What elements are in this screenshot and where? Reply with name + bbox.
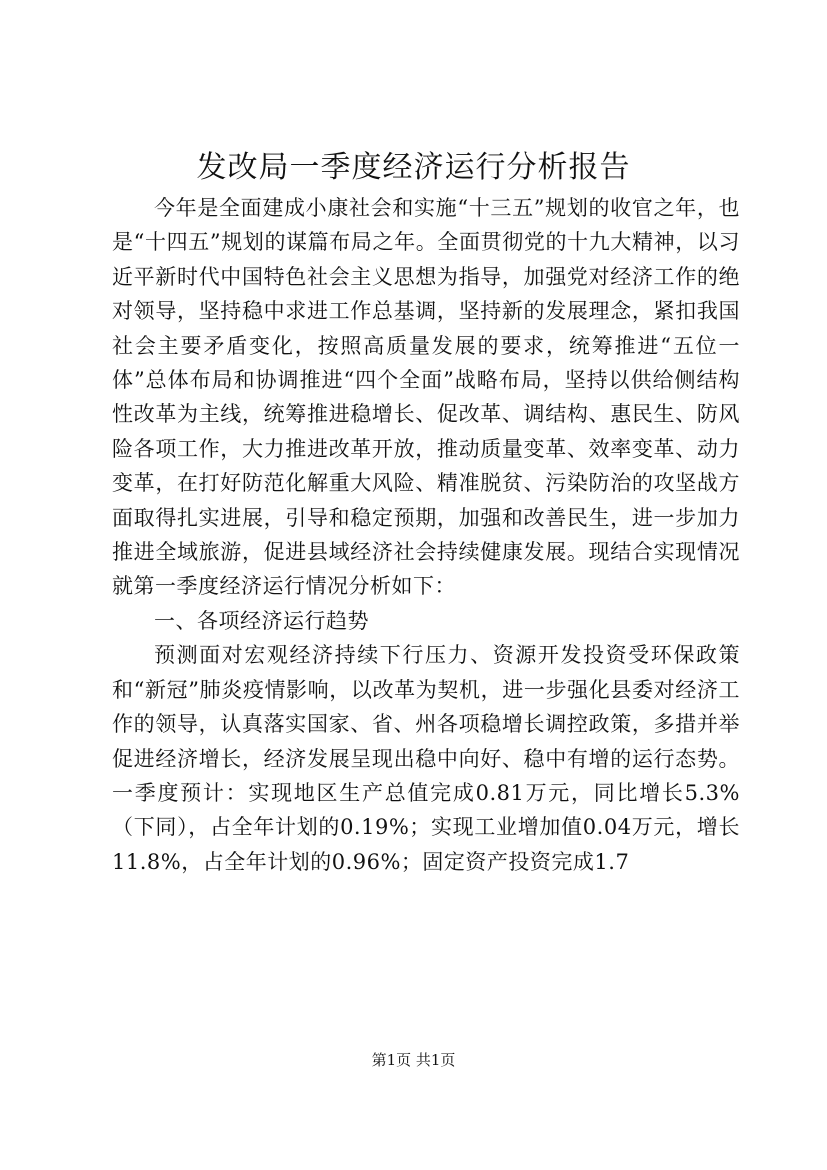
page-footer: 第1页 共1页 xyxy=(371,1051,456,1069)
document-body xyxy=(112,191,740,879)
trend-paragraph: 预测面对宏观经济持续下行压力、资源开发投资受环保政策和“新冠”肺炎疫情影响，以改革为契机，进一步强化县委对经济工作的领导，认真落实国家、省、州各项稳增长调控政策，多措并举促进经济增长，经济发展呈现出稳中向好、稳中有增的运行态势。一季度预计：实现地区生产总值完成0.81万元，同比增长5.3%（下同），占全年计划的0.19%；实现工业增加值0.04万元，增长11.8%，占全年计划的0.96%；固定资产投资完成1.7 xyxy=(112,643,740,874)
section-heading: 一、各项经济运行趋势 xyxy=(154,608,369,633)
document-title: 发改局一季度经济运行分析报告 xyxy=(196,150,631,185)
intro-paragraph: 今年是全面建成小康社会和实施“十三五”规划的收官之年，也是“十四五”规划的谋篇布局之年。全面贯彻党的十九大精神，以习近平新时代中国特色社会主义思想为指导，加强党对经济工作的绝对领导，坚持稳中求进工作总基调，坚持新的发展理念，紧扣我国社会主要矛盾变化，按照高质量发展的要求，统筹推进“五位一体”总体布局和协调推进“四个全面”战略布局，坚持以供给侧结构性改革为主线，统筹推进稳增长、促改革、调结构、惠民生、防风险各项工作，大力推进改革开放，推动质量变革、效率变革、动力变革，在打好防范化解重大风险、精准脱贫、污染防治的攻坚战方面取得扎实进展，引导和稳定预期，加强和改善民生，进一步加力推进全域旅游，促进县域经济社会持续健康发展。现结合实现情况就第一季度经济运行情况分析如下： xyxy=(112,196,740,599)
